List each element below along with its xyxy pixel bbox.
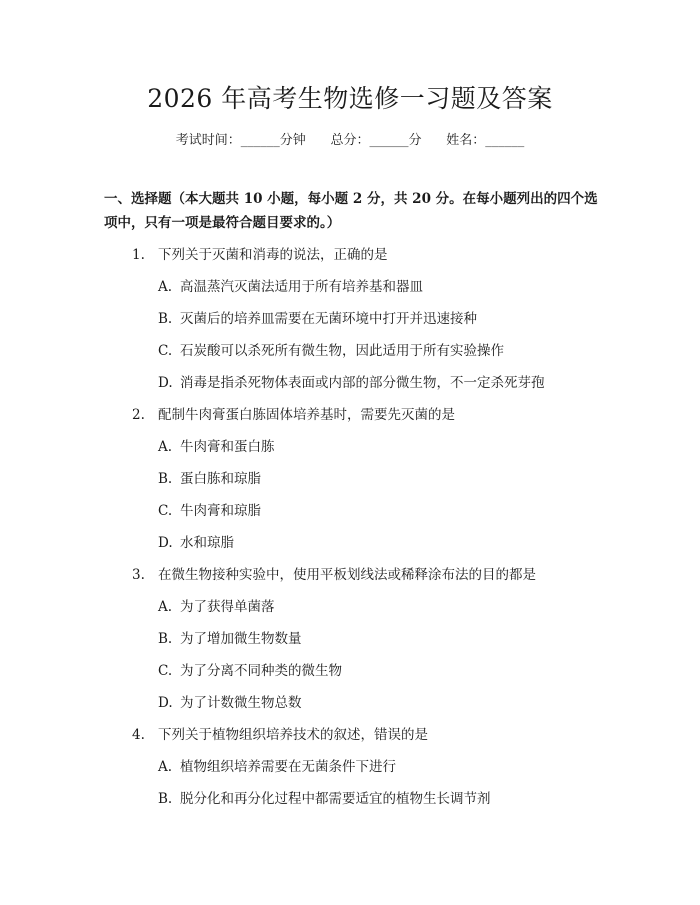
option-letter: B. [158,311,173,327]
option-text: 为了增加微生物数量 [180,631,302,647]
question-number: 1. [132,247,145,263]
option-text: 牛肉膏和琼脂 [180,503,261,519]
option-row [0,463,700,495]
option-letter: C. [158,343,173,359]
question-3 [0,559,700,591]
option-text: 为了获得单菌落 [180,599,275,615]
option-letter: C. [158,663,173,679]
question-2 [0,399,700,431]
option-row [0,783,700,815]
option-text: 植物组织培养需要在无菌条件下进行 [180,759,396,775]
option-letter: A. [158,279,173,295]
option-row [0,303,700,335]
option-text: 脱分化和再分化过程中都需要适宜的植物生长调节剂 [180,791,491,807]
option-row [0,687,700,719]
option-row [0,271,700,303]
option-row [0,591,700,623]
question-text: 下列关于植物组织培养技术的叙述，错误的是 [158,727,428,743]
section-heading: 一、选择题（本大题共 10 小题，每小题 2 分，共 20 分。在每小题列出的四个选项中，只有一项是最符合题目要求的。） [104,191,598,231]
option-text: 高温蒸汽灭菌法适用于所有培养基和器皿 [180,279,423,295]
question-list [0,239,700,815]
option-letter: C. [158,503,173,519]
option-letter: D. [158,375,173,391]
option-row [0,751,700,783]
question-number: 2. [132,407,145,423]
question-number: 4. [132,727,145,743]
option-row [0,655,700,687]
option-row [0,335,700,367]
question-1 [0,239,700,271]
option-text: 石炭酸可以杀死所有微生物，因此适用于所有实验操作 [180,343,504,359]
option-letter: B. [158,791,173,807]
option-row [0,527,700,559]
question-text: 在微生物接种实验中，使用平板划线法或稀释涂布法的目的都是 [158,567,536,583]
option-letter: A. [158,439,173,455]
option-letter: D. [158,695,173,711]
option-text: 牛肉膏和蛋白胨 [180,439,275,455]
option-row [0,623,700,655]
option-letter: A. [158,599,173,615]
option-text: 灭菌后的培养皿需要在无菌环境中打开并迅速接种 [180,311,477,327]
question-number: 3. [132,567,145,583]
option-text: 蛋白胨和琼脂 [180,471,261,487]
option-row [0,367,700,399]
question-text: 配制牛肉膏蛋白胨固体培养基时，需要先灭菌的是 [158,407,455,423]
option-row [0,431,700,463]
option-text: 消毒是指杀死物体表面或内部的部分微生物，不一定杀死芽孢 [180,375,545,391]
option-letter: B. [158,471,173,487]
option-row [0,495,700,527]
option-text: 水和琼脂 [180,535,234,551]
question-text: 下列关于灭菌和消毒的说法，正确的是 [158,247,388,263]
option-letter: A. [158,759,173,775]
exam-meta-line: 考试时间：______分钟 总分：______分 姓名：______ [175,133,525,148]
option-letter: D. [158,535,173,551]
question-4 [0,719,700,751]
option-text: 为了计数微生物总数 [180,695,302,711]
option-letter: B. [158,631,173,647]
option-text: 为了分离不同种类的微生物 [180,663,342,679]
page-title: 2026 年高考生物选修一习题及答案 [147,84,553,113]
